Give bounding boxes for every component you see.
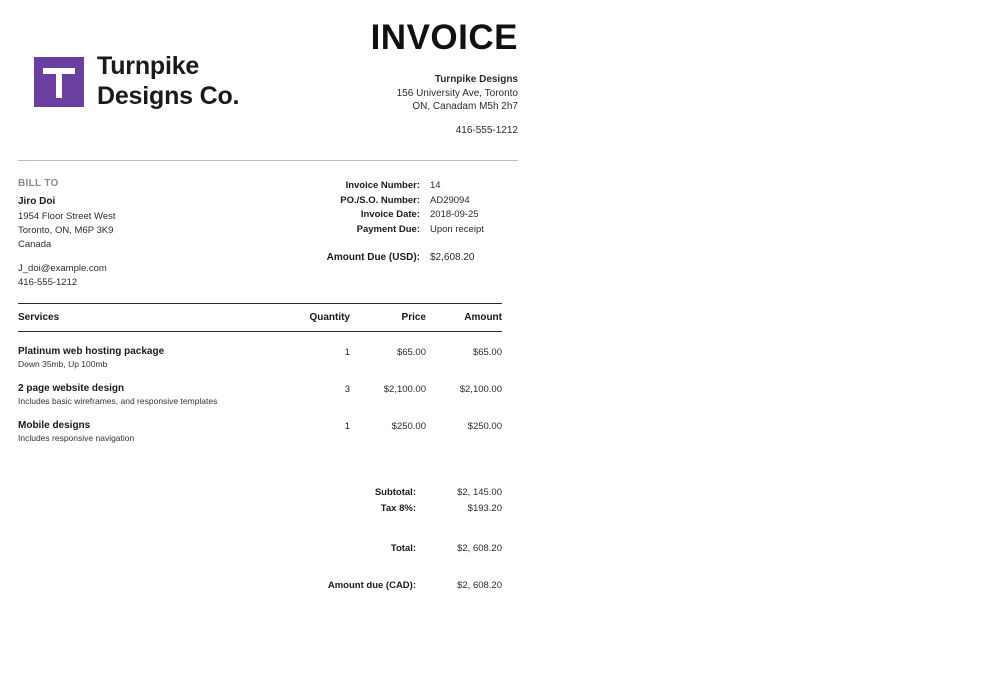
meta-value: AD29094 <box>430 194 470 206</box>
item-price: $65.00 <box>396 347 426 358</box>
column-header-services: Services <box>18 312 60 323</box>
item-quantity: 1 <box>344 347 350 358</box>
meta-row <box>250 180 518 191</box>
bill-to-name: Jiro Doi <box>18 195 56 207</box>
tax-row <box>250 503 502 514</box>
totals-block <box>250 487 502 596</box>
meta-label: Invoice Date: <box>360 209 420 220</box>
tax-label: Tax 8%: <box>380 503 416 514</box>
item-price: $250.00 <box>391 421 426 432</box>
meta-label: PO./S.O. Number: <box>340 194 420 206</box>
table-row <box>18 406 502 443</box>
bill-to-block <box>18 177 248 290</box>
page-title: INVOICE <box>370 18 518 57</box>
meta-label: Invoice Number: <box>345 180 420 191</box>
column-header-quantity: Quantity <box>309 312 350 323</box>
company-address <box>0 73 518 114</box>
table-row <box>18 332 502 369</box>
column-header-amount: Amount <box>464 312 502 323</box>
brand-name-line1: Turnpike <box>97 52 200 80</box>
subtotal-label: Subtotal: <box>374 487 416 498</box>
bill-to-phone: 416-555-1212 <box>18 277 78 289</box>
bill-to-address-line1: 1954 Floor Street West <box>18 211 116 222</box>
meta-spacer <box>250 238 518 252</box>
column-header-price: Price <box>401 312 426 323</box>
item-subtitle: Down 35mb, Up 100mb <box>18 359 108 369</box>
subtotal-value: $2, 145.00 <box>457 487 502 498</box>
amount-due-cad-row <box>250 580 502 591</box>
bill-to-label: BILL TO <box>18 178 59 189</box>
header-divider <box>18 160 518 161</box>
invoice-meta <box>250 180 518 267</box>
item-quantity: 3 <box>344 384 350 395</box>
meta-value: 2018-09-25 <box>430 209 479 220</box>
table-header-row <box>18 303 502 332</box>
line-items-table <box>18 303 502 443</box>
meta-value: 14 <box>430 180 441 191</box>
meta-row <box>250 195 518 206</box>
brand-name-line2: Designs Co. <box>97 81 240 110</box>
bill-to-address-line2: Toronto, ON, M6P 3K9 <box>18 224 114 236</box>
item-subtitle: Includes basic wireframes, and responsive templates <box>18 396 218 406</box>
meta-value: Upon receipt <box>430 223 484 235</box>
item-amount: $65.00 <box>472 347 502 358</box>
company-phone: 416-555-1212 <box>455 125 518 136</box>
item-amount: $2,100.00 <box>459 384 502 395</box>
amount-due-row <box>250 252 518 263</box>
tax-value: $193.20 <box>467 503 502 514</box>
meta-label: Payment Due: <box>356 223 420 235</box>
invoice-header <box>0 0 988 160</box>
company-name: Turnpike Designs <box>434 74 518 85</box>
subtotal-row <box>250 487 502 498</box>
item-title: Mobile designs <box>18 420 91 431</box>
total-value: $2, 608.20 <box>457 543 502 554</box>
bill-to-country: Canada <box>18 238 52 250</box>
amount-due-cad-value: $2, 608.20 <box>457 580 502 591</box>
item-subtitle: Includes responsive navigation <box>18 433 135 443</box>
meta-row <box>250 224 518 235</box>
amount-due-label: Amount Due (USD): <box>326 252 420 263</box>
total-label: Total: <box>390 543 416 554</box>
bill-to-email: J_doi@example.com <box>18 263 107 275</box>
total-row <box>250 543 502 554</box>
item-quantity: 1 <box>344 421 350 432</box>
item-title: Platinum web hosting package <box>18 346 165 357</box>
amount-due-value: $2,608.20 <box>430 252 475 263</box>
company-address-line2: ON, Canadam M5h 2h7 <box>412 101 518 112</box>
company-address-line1: 156 University Ave, Toronto <box>396 87 518 99</box>
table-row <box>18 369 502 406</box>
item-amount: $250.00 <box>467 421 502 432</box>
meta-row <box>250 209 518 220</box>
item-title: 2 page website design <box>18 383 125 394</box>
item-price: $2,100.00 <box>383 384 426 395</box>
amount-due-cad-label: Amount due (CAD): <box>327 580 416 591</box>
